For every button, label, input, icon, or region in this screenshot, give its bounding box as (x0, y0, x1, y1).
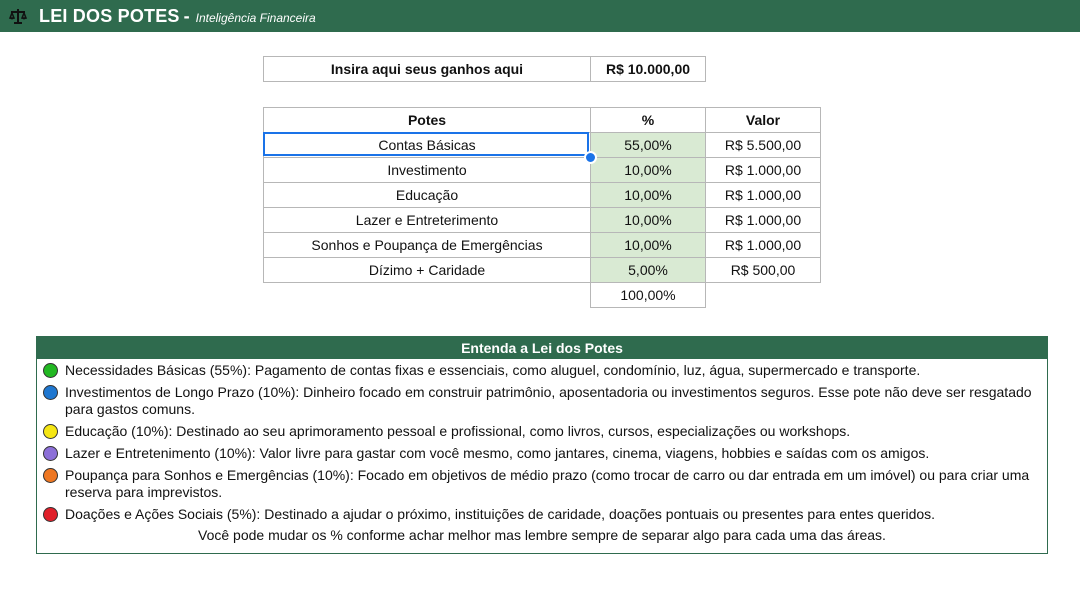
app-title: LEI DOS POTES (39, 5, 180, 26)
pot-name-cell[interactable]: Lazer e Entreterimento (264, 208, 591, 233)
table-row (264, 133, 821, 158)
info-item-text: Educação (10%): Destinado ao seu aprimoramento pessoal e profissional, como livros, cursos, especializações ou workshops. (65, 423, 851, 439)
orange-circle-icon (43, 468, 58, 483)
info-item-text: Necessidades Básicas (55%): Pagamento de contas fixas e essenciais, como aluguel, condomínio, luz, água, supermercado e transporte. (65, 362, 921, 378)
pot-percent-cell[interactable]: 5,00% (591, 258, 706, 283)
pot-name-cell[interactable]: Educação (264, 183, 591, 208)
income-row (264, 57, 706, 82)
app-header (0, 0, 1080, 32)
info-item-text: Doações e Ações Sociais (5%): Destinado a ajudar o próximo, instituições de caridade, doações pontuais ou presentes para entes queridos. (65, 506, 936, 522)
info-item-text: Investimentos de Longo Prazo (10%): Dinheiro focado em construir patrimônio, aposentadoria ou investimentos seguros. Esse pote não deve ser resgatado para gastos comuns. (65, 384, 1032, 417)
pot-percent-cell[interactable]: 10,00% (591, 208, 706, 233)
list-item (37, 442, 1047, 464)
income-label: Insira aqui seus ganhos aqui (264, 57, 591, 82)
table-row (264, 258, 821, 283)
table-row (264, 208, 821, 233)
pot-value-cell[interactable]: R$ 500,00 (706, 258, 821, 283)
table-row (264, 233, 821, 258)
pot-value-cell[interactable]: R$ 1.000,00 (706, 183, 821, 208)
pot-percent-cell[interactable]: 10,00% (591, 233, 706, 258)
header-percent: % (591, 108, 706, 133)
info-title: Entenda a Lei dos Potes (37, 337, 1047, 359)
pot-name-cell[interactable]: Sonhos e Poupança de Emergências (264, 233, 591, 258)
list-item (37, 503, 1047, 525)
red-circle-icon (43, 507, 58, 522)
title-separator: - (183, 5, 190, 26)
pots-table (263, 107, 821, 308)
green-circle-icon (43, 363, 58, 378)
empty-cell (706, 283, 821, 308)
app-subtitle: Inteligência Financeira (195, 10, 316, 25)
fill-handle[interactable] (584, 151, 597, 164)
info-footer: Você pode mudar os % conforme achar melhor mas lembre sempre de separar algo para cada uma das áreas. (198, 527, 886, 543)
pot-value-cell[interactable]: R$ 1.000,00 (706, 208, 821, 233)
list-item (37, 359, 1047, 381)
pot-percent-cell[interactable]: 10,00% (591, 158, 706, 183)
total-percent-cell[interactable]: 100,00% (591, 283, 706, 308)
table-row (264, 158, 821, 183)
scales-icon (7, 5, 29, 27)
info-panel (36, 336, 1048, 554)
header-valor: Valor (706, 108, 821, 133)
pot-value-cell[interactable]: R$ 5.500,00 (706, 133, 821, 158)
pot-percent-cell[interactable]: 10,00% (591, 183, 706, 208)
table-row (264, 183, 821, 208)
list-item (37, 464, 1047, 503)
info-item-text: Poupança para Sonhos e Emergências (10%): Focado em objetivos de médio prazo (como trocar de carro ou dar entrada em um imóvel) ou para criar uma reserva para imprevistos. (65, 467, 1030, 500)
purple-circle-icon (43, 446, 58, 461)
pots-header-row (264, 108, 821, 133)
empty-cell (264, 283, 591, 308)
pot-value-cell[interactable]: R$ 1.000,00 (706, 233, 821, 258)
pot-name-cell[interactable]: Contas Básicas (264, 133, 591, 158)
list-item (37, 420, 1047, 442)
info-item-text: Lazer e Entretenimento (10%): Valor livre para gastar com você mesmo, como jantares, cinema, viagens, hobbies e saídas com os amigos. (65, 445, 930, 461)
yellow-circle-icon (43, 424, 58, 439)
income-table (263, 56, 706, 82)
pot-name-cell[interactable]: Dízimo + Caridade (264, 258, 591, 283)
income-value-cell[interactable]: R$ 10.000,00 (591, 57, 706, 82)
blue-circle-icon (43, 385, 58, 400)
pot-percent-cell[interactable]: 55,00% (591, 133, 706, 158)
list-item (37, 381, 1047, 420)
pot-value-cell[interactable]: R$ 1.000,00 (706, 158, 821, 183)
total-row (264, 283, 821, 308)
pot-name-cell[interactable]: Investimento (264, 158, 591, 183)
header-potes: Potes (264, 108, 591, 133)
